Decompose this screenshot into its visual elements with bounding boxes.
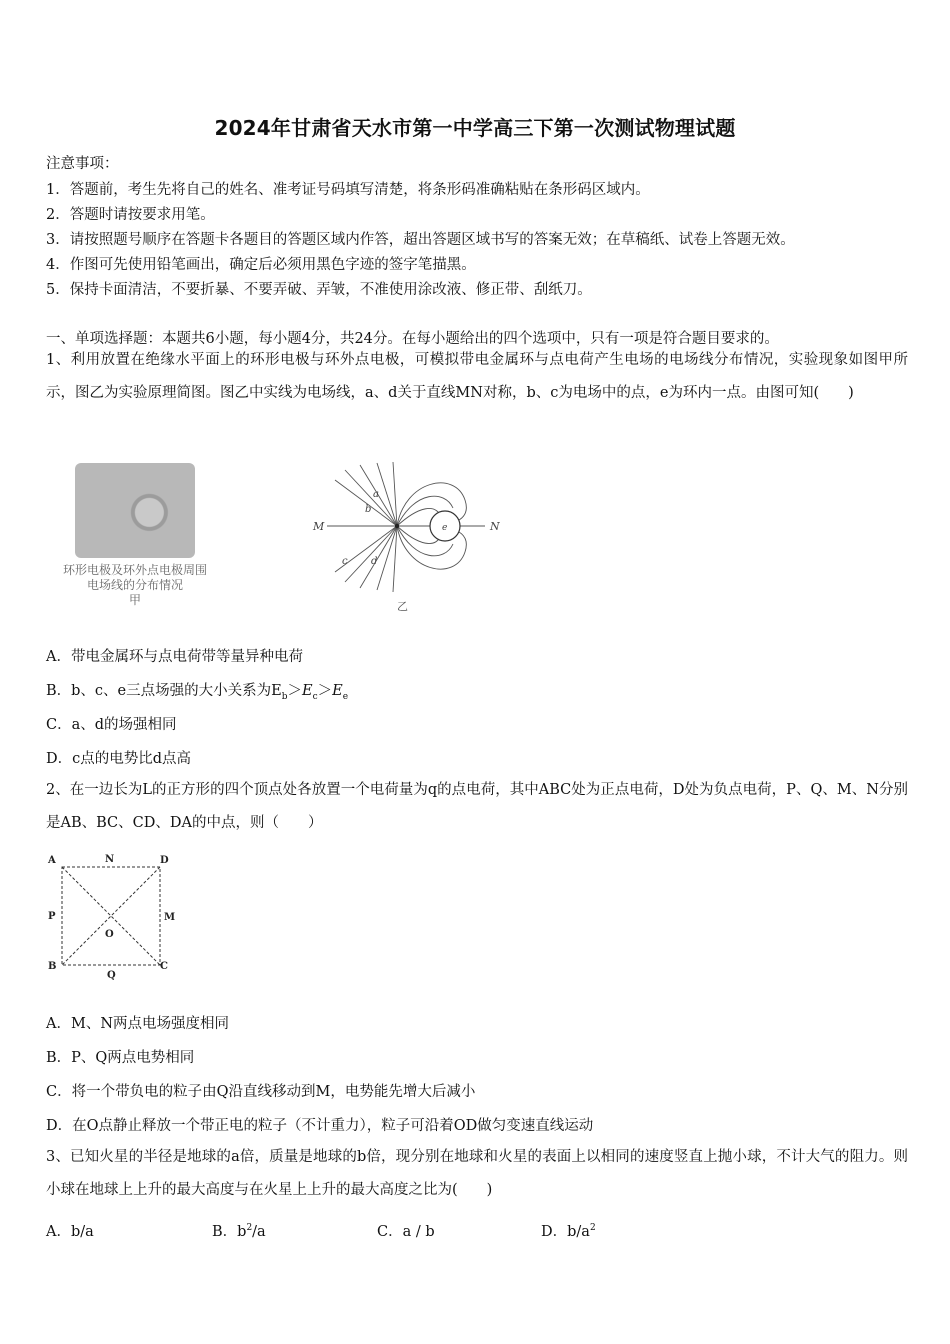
question-3-stem: 3、已知火星的半径是地球的a倍，质量是地球的b倍，现分别在地球和火星的表面上以相同的速度竖直上抛小球，不计大气的阻力。则小球在地球上上升的最大高度与在火星上上升的最大高度之比为( ) [46, 1149, 908, 1198]
label-m: M [313, 520, 325, 533]
q1-option-a: A．带电金属环与点电荷带等量异种电荷 [46, 649, 303, 665]
label-P: P [48, 911, 56, 922]
notice-item-2: 2．答题时请按要求用笔。 [46, 207, 215, 223]
figure-jia-photo [75, 463, 195, 558]
label-A: A [48, 855, 56, 866]
figure-yi-diagram [305, 460, 505, 615]
section-heading: 一、单项选择题：本题共6小题，每小题4分，共24分。在每小题给出的四个选项中，只有一项是符合题目要求的。 [46, 331, 779, 347]
q1-option-c: C．a、d的场强相同 [46, 717, 177, 733]
figure-jia-caption-text: 环形电极及环外点电极周围电场线的分布情况 [62, 563, 207, 592]
notice-item-4: 4．作图可先使用铅笔画出，确定后必须用黑色字迹的签字笔描黑。 [46, 257, 476, 273]
q3-option-b-text: B．b [212, 1224, 247, 1240]
q3-option-d-text: D．b/a [541, 1224, 590, 1240]
q3-option-d [541, 1220, 596, 1241]
q1-option-b: B．b、c、e三点场强的大小关系为$E_b>E_c>E_e$ [46, 683, 349, 702]
notice-heading: 注意事项： [46, 156, 119, 172]
q3-option-b-tail: /a [252, 1224, 266, 1240]
page-title: 2024年甘肃省天水市第一中学高三下第一次测试物理试题 [214, 116, 736, 140]
q3-option-c: C．a / b [377, 1224, 435, 1240]
figure-jia-caption [60, 563, 210, 608]
label-n: N [490, 520, 500, 533]
q2-option-b: B．P、Q两点电势相同 [46, 1050, 195, 1066]
sub-c: c [312, 691, 318, 702]
label-O: O [105, 929, 114, 940]
sub-e: e [342, 691, 349, 702]
question-1-stem: 1、利用放置在绝缘水平面上的环形电极与环外点电极，可模拟带电金属环与点电荷产生电场的电场线分布情况，实验现象如图甲所示，图乙为实验原理简图。图乙中实线为电场线，a、d关于直线MN对称，b、c为电场中的点，e为环内一点。由图可知( ) [46, 352, 908, 401]
label-M: M [164, 912, 176, 923]
q3-option-d-sup: 2 [589, 1223, 596, 1234]
label-D: D [160, 855, 169, 866]
label-b: b [365, 504, 372, 515]
question-2-stem: 2、在一边长为L的正方形的四个顶点处各放置一个电荷量为q的点电荷，其中ABC处为正点电荷，D处为负点电荷，P、Q、M、N分别是AB、BC、CD、DA的中点，则（ ） [46, 782, 908, 831]
q1-option-b-text: B．b、c、e三点场强的大小关系为E [46, 683, 282, 699]
q1-option-d: D．c点的电势比d点高 [46, 751, 192, 767]
label-Q: Q [107, 970, 116, 980]
label-B: B [48, 961, 57, 972]
notice-item-3: 3．请按照题号顺序在答题卡各题目的答题区域内作答，超出答题区域书写的答案无效；在草稿纸、试卷上答题无效。 [46, 232, 795, 248]
label-c: c [342, 556, 348, 567]
q2-option-d: D．在O点静止释放一个带正电的粒子（不计重力），粒子可沿着OD做匀变速直线运动 [46, 1118, 594, 1134]
q2-option-a: A．M、N两点电场强度相同 [46, 1016, 230, 1032]
label-C: C [160, 961, 168, 972]
q3-option-a: A．b/a [46, 1224, 94, 1240]
figure-jia-label: 甲 [128, 593, 141, 607]
point-charge [395, 524, 399, 528]
label-d: d [371, 556, 378, 567]
q2-option-c: C．将一个带负电的粒子由Q沿直线移动到M，电势能先增大后减小 [46, 1084, 476, 1100]
figure-yi-label: 乙 [397, 600, 408, 613]
label-e: e [442, 523, 448, 533]
square-lines [62, 867, 160, 965]
notice-item-1: 1．答题前，考生先将自己的姓名、准考证号码填写清楚，将条形码准确粘贴在条形码区域内。 [46, 182, 650, 198]
q3-option-b-sup: 2 [246, 1223, 253, 1234]
label-N: N [105, 854, 115, 865]
square-diagram [44, 850, 184, 980]
q3-option-b [212, 1220, 266, 1241]
label-a: a [373, 489, 379, 500]
sub-b: b [281, 691, 288, 702]
notice-item-5: 5．保持卡面清洁，不要折暴、不要弄破、弄皱，不准使用涂改液、修正带、刮纸刀。 [46, 282, 592, 298]
